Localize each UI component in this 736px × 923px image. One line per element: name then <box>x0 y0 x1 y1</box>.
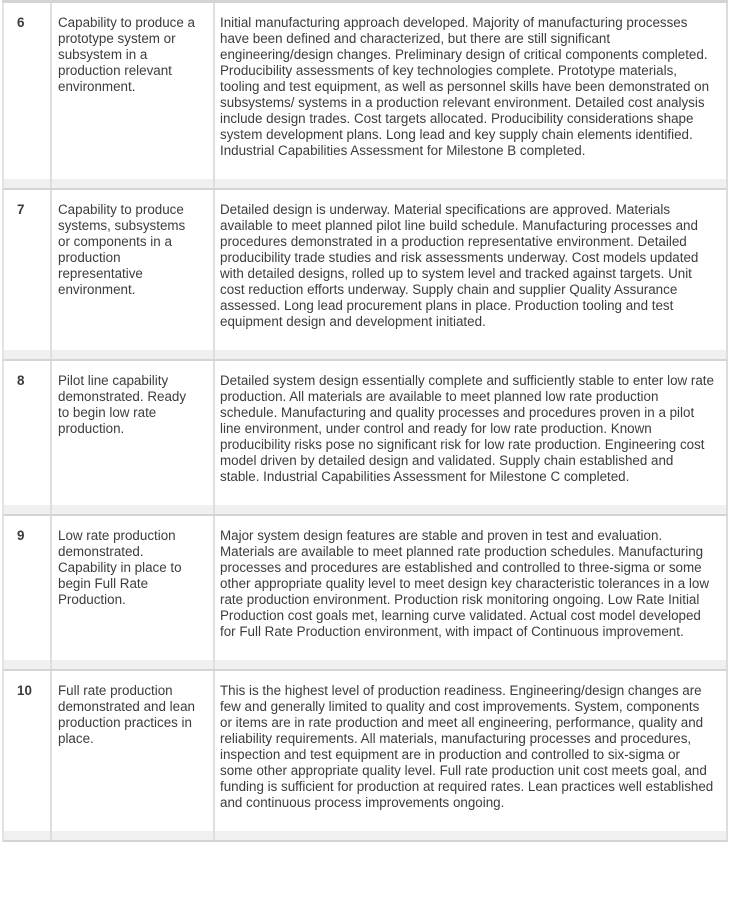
mrl-capability-cell: Full rate production demonstrated and lean production practices in place. <box>50 671 213 831</box>
mrl-level-cell: 7 <box>17 202 25 217</box>
mrl-level-cell: 10 <box>17 683 32 698</box>
table-row-mrl-9 <box>2 516 728 660</box>
divider-segment <box>50 660 213 669</box>
divider-segment <box>213 660 726 669</box>
divider-segment <box>4 350 50 359</box>
table-row-mrl-8 <box>2 361 728 505</box>
mrl-description-cell: Detailed system design essentially complete and sufficiently stable to enter low rate production. All materials are available to meet planned low rate production schedule. Manufacturing and quality processes and procedures proven in a pilot line environment, under control and ready for low rate production. Known producibility risks pose no significant risk for low rate production. Engineering cost model driven by detailed design and validated. Supply chain established and stable. Industrial Capabilities Assessment for Milestone C completed. <box>213 361 726 505</box>
divider-segment <box>50 350 213 359</box>
table-row-mrl-6 <box>2 3 728 179</box>
row-divider <box>2 660 728 671</box>
divider-segment <box>50 179 213 188</box>
row-divider <box>2 350 728 361</box>
divider-segment <box>213 505 726 514</box>
divider-segment <box>213 831 726 840</box>
row-divider <box>2 179 728 190</box>
mrl-description-cell: Major system design features are stable and proven in test and evaluation. Materials are available to meet planned rate production schedules. Manufacturing processes and procedures are established and controlled to three-sigma or some other appropriate quality level to meet design key characteristic tolerances in a low rate production environment. Production risk monitoring ongoing. Low Rate Initial Production cost goals met, learning curve validated. Actual cost model developed for Full Rate Production environment, with impact of Continuous improvement. <box>213 516 726 660</box>
divider-segment <box>4 660 50 669</box>
mrl-level-cell: 8 <box>17 373 25 388</box>
divider-segment <box>213 179 726 188</box>
mrl-level-cell: 9 <box>17 528 25 543</box>
mrl-capability-cell: Capability to produce a prototype system or subsystem in a production relevant environment. <box>50 3 213 179</box>
divider-segment <box>50 831 213 840</box>
divider-segment <box>50 505 213 514</box>
divider-segment <box>213 350 726 359</box>
mrl-capability-cell: Low rate production demonstrated. Capability in place to begin Full Rate Production. <box>50 516 213 660</box>
divider-segment <box>4 831 50 840</box>
mrl-description-cell: This is the highest level of production readiness. Engineering/design changes are few and generally limited to quality and cost improvements. System, components or items are in rate production and meet all engineering, performance, quality and reliability requirements. All materials, manufacturing processes and procedures, inspection and test equipment are in production and controlled to six-sigma or some other appropriate quality level. Full rate production unit cost meets goal, and funding is sufficient for production at required rates. Lean practices well established and continuous process improvements ongoing. <box>213 671 726 831</box>
mrl-level-cell: 6 <box>17 15 25 30</box>
row-divider <box>2 505 728 516</box>
table-row-mrl-7 <box>2 190 728 350</box>
mrl-capability-cell: Pilot line capability demonstrated. Ready to begin low rate production. <box>50 361 213 505</box>
mrl-capability-cell: Capability to produce systems, subsystems or components in a production representative environment. <box>50 190 213 350</box>
mrl-description-cell: Initial manufacturing approach developed. Majority of manufacturing processes have been defined and characterized, but there are still significant engineering/design changes. Preliminary design of critical components completed. Producibility assessments of key technologies complete. Prototype materials, tooling and test equipment, as well as personnel skills have been demonstrated on subsystems/ systems in a production relevant environment. Detailed cost analysis include design trades. Cost targets allocated. Producibility considerations shape system development plans. Long lead and key supply chain elements identified. Industrial Capabilities Assessment for Milestone B completed. <box>213 3 726 179</box>
table-bottom-border <box>2 831 728 842</box>
divider-segment <box>4 179 50 188</box>
mrl-table <box>2 0 728 842</box>
table-row-mrl-10 <box>2 671 728 831</box>
mrl-description-cell: Detailed design is underway. Material specifications are approved. Materials available to meet planned pilot line build schedule. Manufacturing processes and procedures demonstrated in a production representative environment. Detailed producibility trade studies and risk assessments underway. Cost models updated with detailed designs, rolled up to system level and tracked against targets. Unit cost reduction efforts underway. Supply chain and supplier Quality Assurance assessed. Long lead procurement plans in place. Production tooling and test equipment design and development initiated. <box>213 190 726 350</box>
divider-segment <box>4 505 50 514</box>
